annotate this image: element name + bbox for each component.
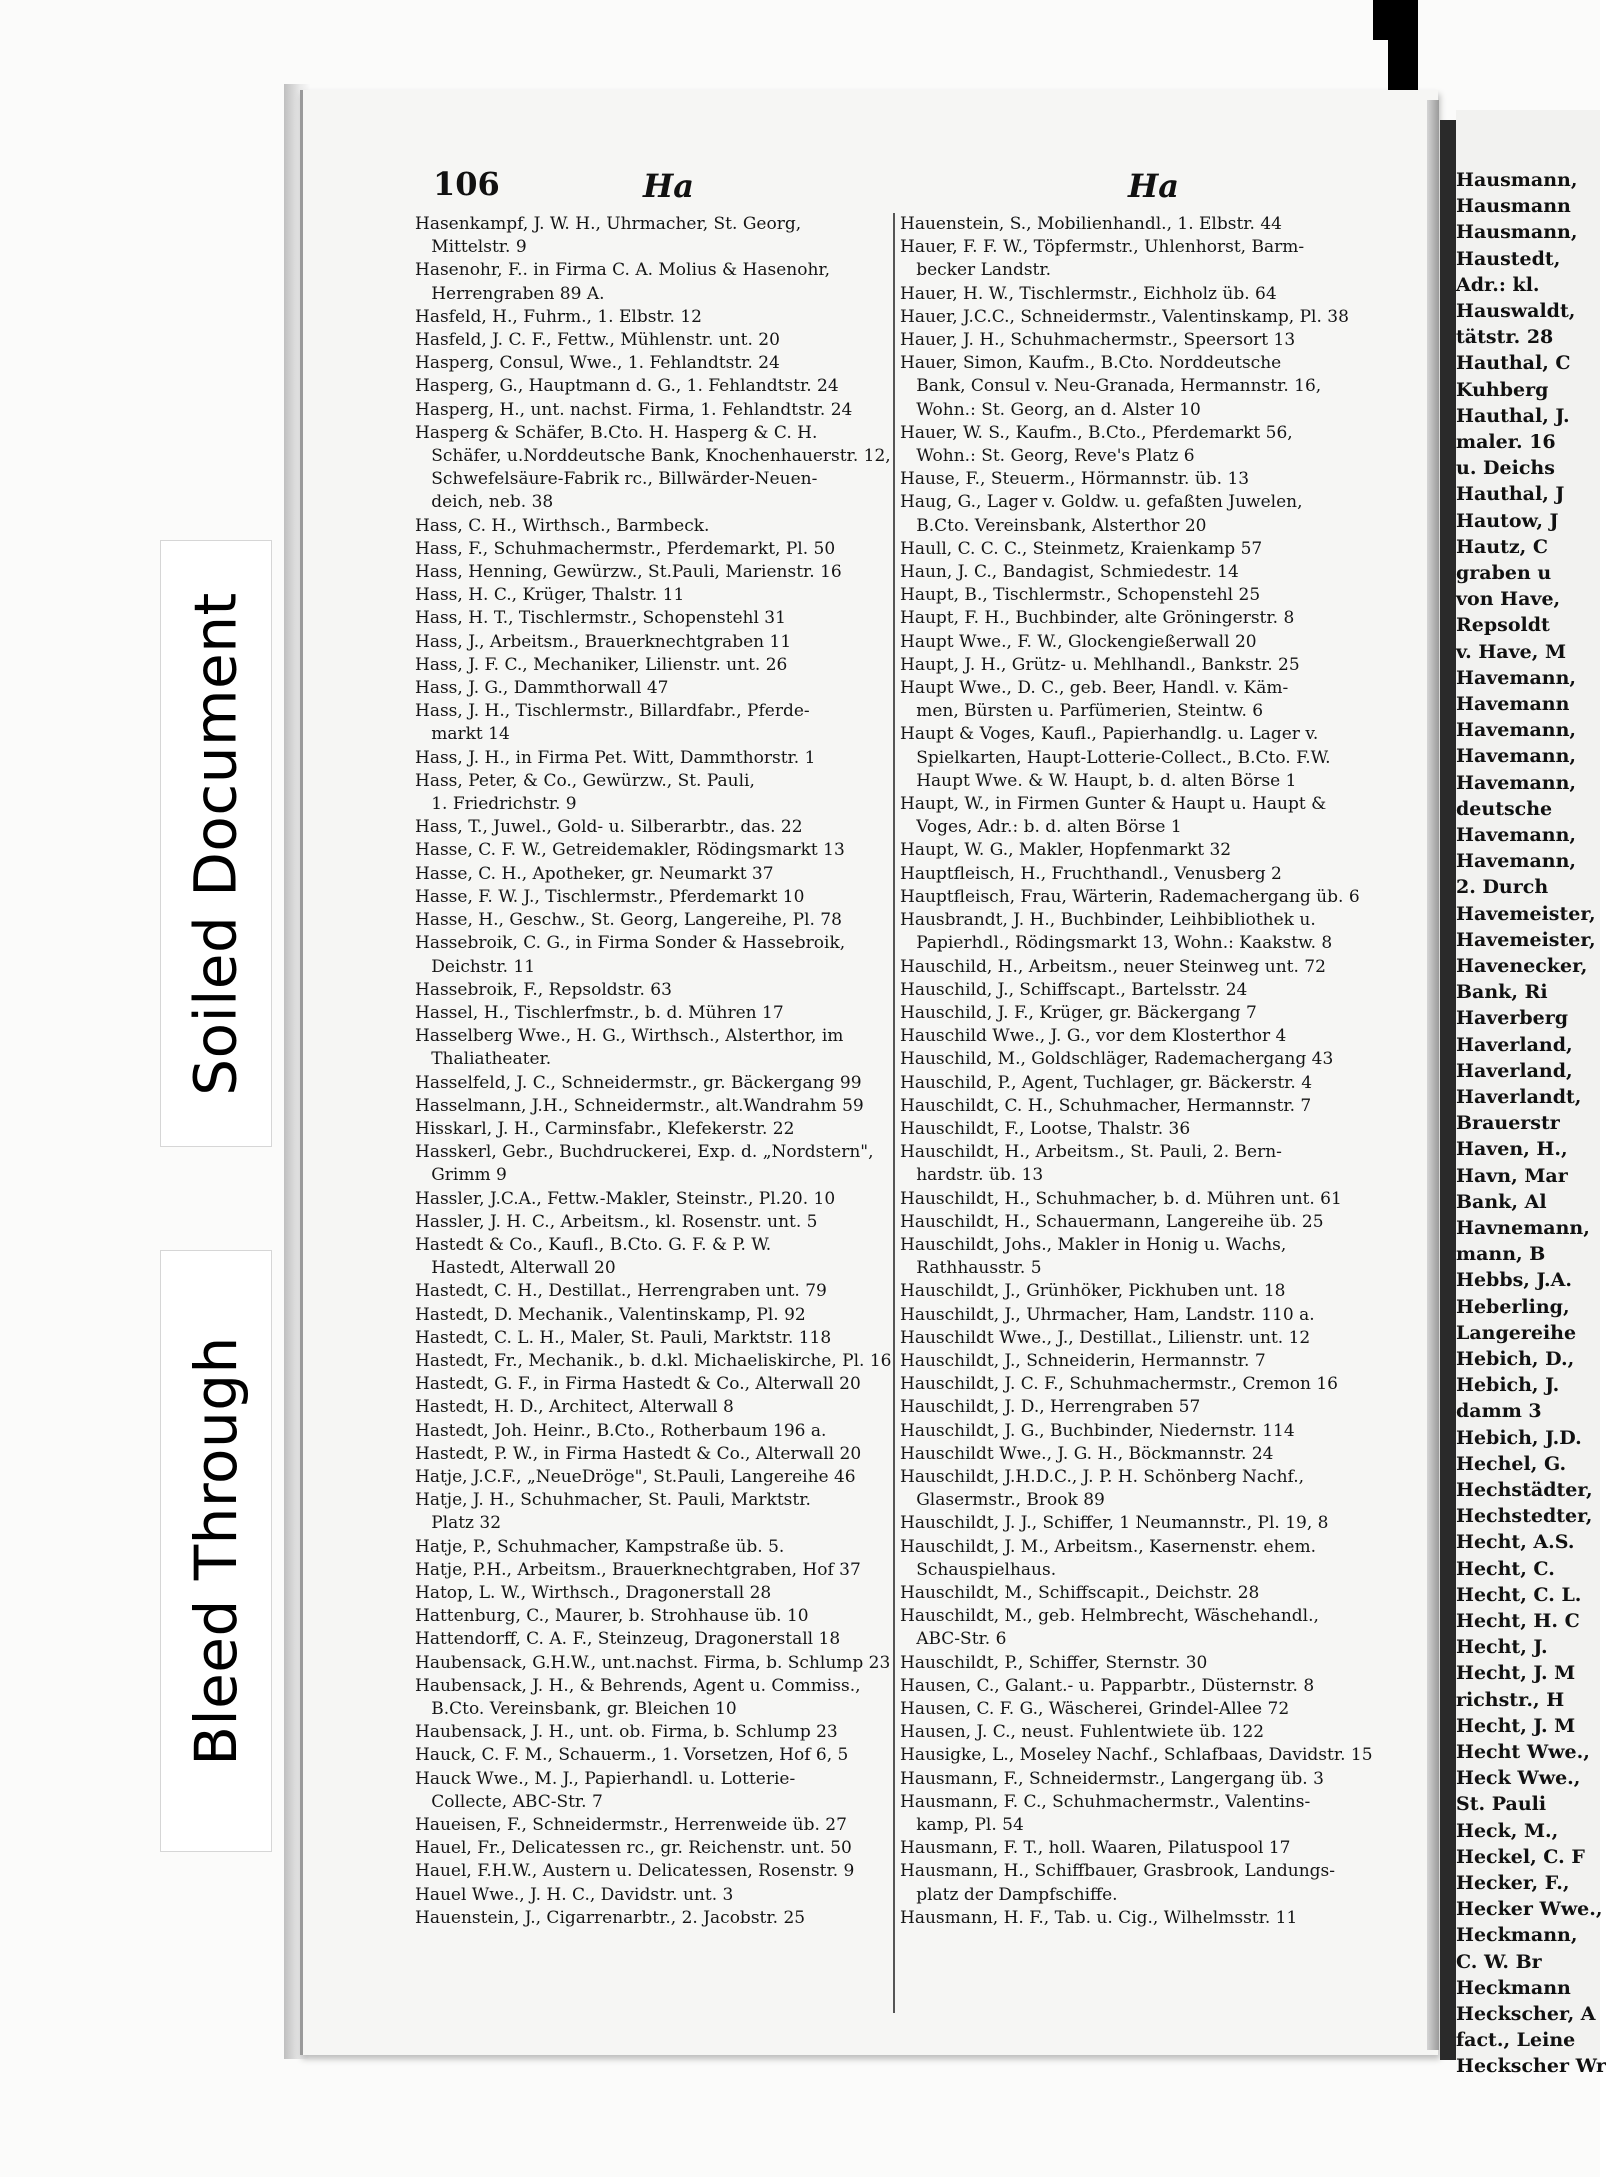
directory-entry-line: Papierhdl., Rödingsmarkt 13, Wohn.: Kaakstw. 8 <box>900 933 1333 954</box>
next-page-entry-line: Hausmann <box>1456 195 1571 218</box>
directory-entry-line: Hasenkampf, J. W. H., Uhrmacher, St. Georg, <box>415 214 802 234</box>
directory-entry-line: Hass, T., Juwel., Gold- u. Silberarbtr., das. 22 <box>415 817 803 838</box>
directory-entry-line: Hauschild, M., Goldschläger, Rademachergang 43 <box>900 1049 1334 1070</box>
directory-entry-line: Hauschildt, H., Arbeitsm., St. Pauli, 2. Bern- <box>900 1142 1282 1163</box>
directory-entry-line: Hausmann, H., Schiffbauer, Grasbrook, Landungs- <box>900 1861 1336 1882</box>
directory-entry-line: Hauschildt, J. G., Buchbinder, Niedernstr. 114 <box>900 1420 1295 1441</box>
next-page-entry-line: Havemann, <box>1456 719 1577 742</box>
directory-entry-line: Hasselfeld, J. C., Schneidermstr., gr. Bäckergang 99 <box>415 1072 862 1093</box>
directory-entry-line: Hisskarl, J. H., Carminsfabr., Klefekerstr. 22 <box>415 1118 795 1139</box>
directory-entry-line: Hauschildt Wwe., J. G. H., Böckmannstr. 24 <box>900 1443 1274 1464</box>
directory-entry-line: Hauel, F.H.W., Austern u. Delicatessen, Rosenstr. 9 <box>415 1861 855 1882</box>
next-page-entry-line: Hecht, J. <box>1456 1636 1548 1659</box>
directory-entry-line: markt 14 <box>415 724 510 745</box>
next-page-entry-line: Haverland, <box>1456 1033 1573 1056</box>
directory-entry-line: Voges, Adr.: b. d. alten Börse 1 <box>900 817 1182 838</box>
directory-entry-line: Schäfer, u.Norddeutsche Bank, Knochenhauerstr. 12, <box>415 446 891 467</box>
directory-entry-line: Haupt, W. G., Makler, Hopfenmarkt 32 <box>900 840 1232 861</box>
directory-entry-line: Hauer, Simon, Kaufm., B.Cto. Norddeutsche <box>900 353 1282 374</box>
directory-entry-line: Hauptfleisch, Frau, Wärterin, Rademachergang üb. 6 <box>900 886 1360 907</box>
next-page-entry-line: v. Have, M <box>1456 640 1567 663</box>
next-page-entry-line: Hausmann, <box>1456 221 1578 244</box>
directory-entry-line: kamp, Pl. 54 <box>900 1815 1024 1836</box>
next-page-entry-line: u. Deichs <box>1456 457 1555 480</box>
directory-entry-line: Hasselmann, J.H., Schneidermstr., alt.Wandrahm 59 <box>415 1095 864 1116</box>
directory-entry-line: Grimm 9 <box>415 1165 507 1186</box>
directory-entry-line: Hass, J. H., in Firma Pet. Witt, Dammthorstr. 1 <box>415 747 816 768</box>
directory-entry-line: Hass, J. F. C., Mechaniker, Lilienstr. unt. 26 <box>415 654 788 675</box>
directory-entry-line: Hauer, J.C.C., Schneidermstr., Valentinskamp, Pl. 38 <box>900 306 1349 327</box>
directory-entry-line: Collecte, ABC-Str. 7 <box>415 1791 603 1812</box>
directory-entry-line: Schauspielhaus. <box>900 1559 1057 1580</box>
directory-entry-line: Hass, Peter, & Co., Gewürzw., St. Pauli, <box>415 770 755 791</box>
directory-entry-line: Hausbrandt, J. H., Buchbinder, Leihbibliothek u. <box>900 910 1316 931</box>
directory-entry-line: Bank, Consul v. Neu-Granada, Hermannstr. 16, <box>900 376 1322 397</box>
directory-entry-line: Wohn.: St. Georg, an d. Alster 10 <box>900 399 1201 420</box>
next-page-entry-line: graben u <box>1456 562 1552 584</box>
directory-entry-line: Hastedt, C. H., Destillat., Herrengraben unt. 79 <box>415 1281 827 1302</box>
next-page-entry-line: Hauthal, J. <box>1456 404 1570 427</box>
directory-entry-line: Hasse, C. F. W., Getreidemakler, Rödingsmarkt 13 <box>415 840 845 861</box>
next-page-entry-line: Hecht, C. L. <box>1456 1583 1582 1606</box>
directory-entry-line: Hasperg & Schäfer, B.Cto. H. Hasperg & C. H. <box>415 422 818 443</box>
next-page-entry-line: Hausmann, <box>1456 169 1578 191</box>
directory-entry-line: Hauschildt, J., Grünhöker, Pickhuben unt. 18 <box>900 1281 1286 1302</box>
directory-entry-line: Hatje, J. H., Schuhmacher, St. Pauli, Marktstr. <box>415 1490 811 1511</box>
directory-entry-line: Hauel Wwe., J. H. C., Davidstr. unt. 3 <box>415 1884 734 1905</box>
directory-entry-line: Herrengraben 89 A. <box>415 283 605 304</box>
next-page-entry-line: von Have, <box>1456 588 1561 611</box>
directory-entry-line: Haubensack, G.H.W., unt.nachst. Firma, b. Schlump 23 <box>415 1652 891 1673</box>
directory-entry-line: Hauptfleisch, H., Fruchthandl., Venusberg 2 <box>900 863 1282 884</box>
next-page-entry-line: Heckscher Wr <box>1456 2055 1606 2078</box>
directory-entry-line: Hauschildt Wwe., J., Destillat., Lilienstr. unt. 12 <box>900 1327 1311 1348</box>
next-page-entry-line: Havn, Mar <box>1456 1164 1568 1187</box>
directory-entry-line: Hauschild Wwe., J. G., vor dem Klosterthor 4 <box>900 1026 1287 1047</box>
next-page-entry-line: Heck Wwe., <box>1456 1767 1581 1790</box>
next-page-entry-line: Hebich, J.D. <box>1456 1426 1582 1449</box>
directory-entry-line: Spielkarten, Haupt-Lotterie-Collect., B.Cto. F.W. <box>900 747 1331 768</box>
directory-entry-line: Hassler, J. H. C., Arbeitsm., kl. Rosenstr. unt. 5 <box>415 1211 818 1232</box>
soiled-document-tab <box>160 540 272 1147</box>
directory-entry-line: Hasperg, Consul, Wwe., 1. Fehlandtstr. 24 <box>415 353 780 374</box>
next-page-entry-line: Haven, H., <box>1456 1138 1568 1161</box>
directory-entry-line: Hauschildt, J., Uhrmacher, Ham, Landstr. 110 a. <box>900 1304 1315 1325</box>
next-page-entry-line: Hautz, C <box>1456 535 1548 558</box>
directory-entry-line: Hauel, Fr., Delicatessen rc., gr. Reichenstr. unt. 50 <box>415 1838 852 1859</box>
directory-entry-line: Hauenstein, S., Mobilienhandl., 1. Elbstr. 44 <box>900 214 1282 234</box>
directory-entry-line: Hausigke, L., Moseley Nachf., Schlafbaas, Davidstr. 15 <box>900 1745 1373 1766</box>
next-page-entry-line: Kuhberg <box>1456 378 1549 401</box>
next-page-entry-line: Langereihe <box>1456 1321 1577 1344</box>
next-page-entry-line: Hauthal, J <box>1456 483 1565 506</box>
directory-entry-line: Hasselberg Wwe., H. G., Wirthsch., Alsterthor, im <box>415 1026 844 1047</box>
directory-entry-line: Hastedt, G. F., in Firma Hastedt & Co., Alterwall 20 <box>415 1374 861 1395</box>
next-page-entry-line: Havenecker, <box>1456 955 1588 977</box>
next-page-entry-line: Hecht, H. C <box>1456 1610 1580 1632</box>
next-page-entry-line: Havemann, <box>1456 824 1577 846</box>
scan-corner-mark <box>1373 0 1389 40</box>
next-page-entry-line: Haverberg <box>1456 1007 1569 1030</box>
directory-entry-line: Hatje, P.H., Arbeitsm., Brauerknechtgraben, Hof 37 <box>415 1559 861 1580</box>
directory-entry-line: Haupt, B., Tischlermstr., Schopenstehl 25 <box>900 585 1261 606</box>
next-page-entry-line: Hecker Wwe., <box>1456 1898 1603 1921</box>
right-column-heading: Ha <box>1128 167 1179 205</box>
directory-entry-line: Hauschild, H., Arbeitsm., neuer Steinweg unt. 72 <box>900 956 1326 977</box>
directory-entry-line: Hauschildt, M., geb. Helmbrecht, Wäschehandl., <box>900 1606 1319 1627</box>
directory-entry-line: deich, neb. 38 <box>415 492 554 513</box>
directory-entry-line: Hasfeld, J. C. F., Fettw., Mühlenstr. unt. 20 <box>415 330 780 351</box>
directory-entry-line: Rathhausstr. 5 <box>900 1258 1042 1279</box>
next-page-entry-line: Hautow, J <box>1456 509 1559 532</box>
directory-entry-line: Hass, H. C., Krüger, Thalstr. 11 <box>415 585 685 606</box>
next-page-entry-line: Heckscher, A <box>1456 2003 1596 2025</box>
directory-entry-line: Hatje, J.C.F., „NeueDröge", St.Pauli, Langereihe 46 <box>415 1466 856 1487</box>
directory-entry-line: Hasperg, G., Hauptmann d. G., 1. Fehlandtstr. 24 <box>415 376 839 397</box>
directory-entry-line: Hattenburg, C., Maurer, b. Strohhause üb. 10 <box>415 1606 809 1627</box>
directory-entry-line: Hasenohr, F.. in Firma C. A. Molius & Hasenohr, <box>415 260 831 281</box>
directory-entry-line: Hass, H. T., Tischlermstr., Schopenstehl 31 <box>415 608 786 629</box>
next-page-entry-line: Havemann, <box>1456 666 1577 689</box>
left-column-heading: Ha <box>643 167 694 205</box>
soiled-document-label: Soiled Document <box>182 591 251 1096</box>
directory-entry-line: Hauschildt, J. D., Herrengraben 57 <box>900 1397 1201 1418</box>
directory-entry-line: Hauer, J. H., Schuhmachermstr., Speersort 13 <box>900 330 1296 351</box>
directory-entry-line: Hauschildt, C. H., Schuhmacher, Hermannstr. 7 <box>900 1095 1312 1116</box>
directory-entry-line: Hauschildt, J. C. F., Schuhmachermstr., Cremon 16 <box>900 1374 1338 1395</box>
directory-entry-line: Haupt Wwe., F. W., Glockengießerwall 20 <box>900 631 1257 652</box>
directory-entry-line: Hausmann, F. T., holl. Waaren, Pilatuspool 17 <box>900 1838 1291 1859</box>
next-page-entry-line: Hecht Wwe., <box>1456 1741 1590 1763</box>
next-page-entry-line: Repsoldt <box>1456 614 1550 637</box>
directory-entry-line: Hass, J. G., Dammthorwall 47 <box>415 678 669 699</box>
directory-entry-line: Hauer, F. F. W., Töpfermstr., Uhlenhorst, Barm- <box>900 237 1305 258</box>
directory-entry-line: Hastedt, Fr., Mechanik., b. d.kl. Michaeliskirche, Pl. 16 <box>415 1350 892 1371</box>
directory-entry-line: Mittelstr. 9 <box>415 237 527 258</box>
column-divider <box>893 213 895 2013</box>
directory-entry-line: becker Landstr. <box>900 260 1052 281</box>
next-page-entry-line: St. Pauli <box>1456 1793 1547 1816</box>
directory-entry-line: Hasperg, H., unt. nachst. Firma, 1. Fehlandtstr. 24 <box>415 399 853 420</box>
next-page-entry-line: richstr., H <box>1456 1688 1565 1711</box>
directory-entry-line: Hausen, C., Galant.- u. Papparbtr., Düsternstr. 8 <box>900 1675 1315 1696</box>
next-page-edge <box>1456 110 1606 2078</box>
directory-entry-line: Haubensack, J. H., unt. ob. Firma, b. Schlump 23 <box>415 1722 838 1743</box>
directory-entry-line: Haupt, J. H., Grütz- u. Mehlhandl., Bankstr. 25 <box>900 654 1300 675</box>
next-page-entry-line: Heck, M., <box>1456 1819 1559 1842</box>
directory-entry-line: Haupt Wwe. & W. Haupt, b. d. alten Börse 1 <box>900 770 1297 791</box>
bleed-through-label: Bleed Through <box>182 1336 251 1766</box>
next-page-entry-line: Hauswaldt, <box>1456 300 1576 322</box>
right-column-entries <box>900 213 1373 1930</box>
directory-entry-line: hardstr. üb. 13 <box>900 1165 1044 1186</box>
next-page-entry-line: Adr.: kl. <box>1456 273 1540 296</box>
directory-entry-line: Hauer, H. W., Tischlermstr., Eichholz üb. 64 <box>900 283 1277 304</box>
directory-entry-line: Haug, G., Lager v. Goldw. u. gefaßten Juwelen, <box>900 492 1303 513</box>
next-page-entry-line: Hechstädter, <box>1456 1479 1593 1501</box>
next-page-entry-line: Havemann, <box>1456 745 1577 768</box>
directory-entry-line: Hassebroik, C. G., in Firma Sonder & Hassebroik, <box>415 933 846 954</box>
directory-entry-line: Hauck Wwe., M. J., Papierhandl. u. Lotterie- <box>415 1768 796 1789</box>
directory-entry-line: Hauschildt, J. M., Arbeitsm., Kasernenstr. ehem. <box>900 1536 1317 1557</box>
next-page-entry-line: Havemann, <box>1456 771 1577 794</box>
next-page-entry-line: Hecht, A.S. <box>1456 1531 1575 1554</box>
next-page-entry-line: Haverlandt, <box>1456 1086 1582 1108</box>
directory-entry-line: Platz 32 <box>415 1513 502 1534</box>
directory-entry-line: Hass, J., Arbeitsm., Brauerknechtgraben 11 <box>415 631 792 652</box>
next-page-entry-line: maler. 16 <box>1456 431 1556 453</box>
directory-entry-line: platz der Dampfschiffe. <box>900 1884 1118 1905</box>
directory-entry-line: Hass, F., Schuhmachermstr., Pferdemarkt, Pl. 50 <box>415 538 836 559</box>
directory-entry-line: Haueisen, F., Schneidermstr., Herrenweide üb. 27 <box>415 1815 847 1836</box>
next-page-entry-line: damm 3 <box>1456 1400 1542 1423</box>
directory-entry-line: Hausmann, F. C., Schuhmachermstr., Valentins- <box>900 1791 1311 1812</box>
directory-entry-line: Hastedt, D. Mechanik., Valentinskamp, Pl. 92 <box>415 1304 806 1325</box>
next-page-entry-line: Heckmann <box>1456 1976 1571 1999</box>
directory-entry-line: Hasse, C. H., Apotheker, gr. Neumarkt 37 <box>415 863 774 884</box>
next-page-entry-line: Hecht, C. <box>1456 1557 1555 1580</box>
directory-entry-line: Schwefelsäure-Fabrik rc., Billwärder-Neuen- <box>415 469 818 490</box>
directory-entry-line: Hastedt, H. D., Architect, Alterwall 8 <box>415 1397 734 1418</box>
next-page-entry-line: Hecker, F., <box>1456 1872 1570 1894</box>
next-page-entry-line: Hechel, G. <box>1456 1452 1567 1475</box>
next-page-entry-line: C. W. Br <box>1456 1950 1542 1973</box>
directory-entry-line: Hasskerl, Gebr., Buchdruckerei, Exp. d. „Nordstern", <box>415 1142 874 1163</box>
directory-entry-line: Hastedt, C. L. H., Maler, St. Pauli, Marktstr. 118 <box>415 1327 832 1348</box>
directory-entry-line: Hauschildt, F., Lootse, Thalstr. 36 <box>900 1118 1191 1139</box>
directory-entry-line: Haupt & Voges, Kaufl., Papierhandlg. u. Lager v. <box>900 724 1319 745</box>
directory-entry-line: Hastedt & Co., Kaufl., B.Cto. G. F. & P. W. <box>415 1234 772 1255</box>
directory-entry-line: Hass, J. H., Tischlermstr., Billardfabr., Pferde- <box>415 701 810 722</box>
next-page-entry-line: Hechstedter, <box>1456 1505 1593 1528</box>
directory-entry-line: Haun, J. C., Bandagist, Schmiedestr. 14 <box>900 562 1239 583</box>
directory-entry-line: B.Cto. Vereinsbank, gr. Bleichen 10 <box>415 1699 737 1719</box>
directory-entry-line: Haupt, F. H., Buchbinder, alte Gröningerstr. 8 <box>900 608 1295 629</box>
directory-entry-line: Haubensack, J. H., & Behrends, Agent u. Commiss., <box>415 1675 861 1696</box>
directory-entry-line: Hasse, F. W. J., Tischlermstr., Pferdemarkt 10 <box>415 886 805 907</box>
next-page-entry-line: Haverland, <box>1456 1059 1573 1082</box>
directory-entry-line: B.Cto. Vereinsbank, Alsterthor 20 <box>900 515 1207 536</box>
next-page-entry-line: Bank, Ri <box>1456 981 1548 1004</box>
directory-entry-line: Hauschildt, P., Schiffer, Sternstr. 30 <box>900 1652 1208 1673</box>
next-page-entry-line: Hecht, J. M <box>1456 1662 1576 1685</box>
directory-entry-line: Hause, F., Steuerm., Hörmannstr. üb. 13 <box>900 469 1250 490</box>
directory-entry-line: Hauschildt, Johs., Makler in Honig u. Wachs, <box>900 1234 1287 1255</box>
directory-entry-line: Thaliatheater. <box>415 1049 552 1070</box>
next-page-entry-line: Havnemann, <box>1456 1217 1590 1239</box>
directory-entry-line: Hauschildt, H., Schauermann, Langereihe üb. 25 <box>900 1211 1324 1232</box>
directory-entry-line: Hatop, L. W., Wirthsch., Dragonerstall 28 <box>415 1582 772 1603</box>
directory-entry-line: Hattendorff, C. A. F., Steinzeug, Dragonerstall 18 <box>415 1629 841 1650</box>
next-page-entry-line: Heckmann, <box>1456 1924 1578 1947</box>
directory-entry-line: Hauschildt, M., Schiffscapit., Deichstr. 28 <box>900 1582 1260 1603</box>
directory-entry-line: Hausmann, H. F., Tab. u. Cig., Wilhelmsstr. 11 <box>900 1907 1298 1928</box>
next-page-entry-line: Hebich, J. <box>1456 1374 1560 1397</box>
directory-entry-line: Hauschildt, J. J., Schiffer, 1 Neumannstr., Pl. 19, 8 <box>900 1513 1329 1534</box>
directory-entry-line: Deichstr. 11 <box>415 956 536 977</box>
next-page-entry-line: Hebich, D., <box>1456 1348 1575 1370</box>
directory-entry-line: Hasfeld, H., Fuhrm., 1. Elbstr. 12 <box>415 306 702 327</box>
directory-entry-line: Hastedt, Alterwall 20 <box>415 1258 616 1279</box>
directory-entry-line: Hastedt, P. W., in Firma Hastedt & Co., Alterwall 20 <box>415 1443 862 1464</box>
next-page-entry-line: Havemeister, <box>1456 902 1596 925</box>
next-page-entry-line: Havemann <box>1456 693 1570 715</box>
next-page-entry-line: 2. Durch <box>1456 876 1549 899</box>
directory-entry-line: Hass, Henning, Gewürzw., St.Pauli, Marienstr. 16 <box>415 562 842 583</box>
next-page-entry-line: Havemeister, <box>1456 928 1596 951</box>
bleed-through-tab <box>160 1250 272 1852</box>
directory-entry-line: Hausen, C. F. G., Wäscherei, Grindel-Allee 72 <box>900 1699 1290 1719</box>
directory-entry-line: Hatje, P., Schuhmacher, Kampstraße üb. 5. <box>415 1536 785 1557</box>
directory-entry-line: Haupt, W., in Firmen Gunter & Haupt u. Haupt & <box>900 794 1327 815</box>
directory-entry-line: Hassebroik, F., Repsoldstr. 63 <box>415 979 672 1000</box>
directory-entry-line: Hauschild, P., Agent, Tuchlager, gr. Bäckerstr. 4 <box>900 1072 1313 1093</box>
next-page-entry-line: tätstr. 28 <box>1456 326 1554 349</box>
directory-entry-line: Hauschildt, J., Schneiderin, Hermannstr. 7 <box>900 1350 1266 1371</box>
next-page-entry-line: mann, B <box>1456 1243 1546 1266</box>
directory-entry-line: ABC-Str. 6 <box>900 1629 1007 1650</box>
book-gutter <box>1440 120 1456 2060</box>
directory-entry-line: Hass, C. H., Wirthsch., Barmbeck. <box>415 515 710 536</box>
directory-entry-line: Hastedt, Joh. Heinr., B.Cto., Rotherbaum 196 a. <box>415 1420 827 1441</box>
directory-entry-line: Hausen, J. C., neust. Fuhlentwiete üb. 122 <box>900 1722 1265 1743</box>
directory-entry-line: Haull, C. C. C., Steinmetz, Kraienkamp 57 <box>900 538 1263 559</box>
directory-entry-line: Wohn.: St. Georg, Reve's Platz 6 <box>900 446 1195 467</box>
directory-entry-line: Hauck, C. F. M., Schauerm., 1. Vorsetzen, Hof 6, 5 <box>415 1745 849 1766</box>
next-page-entry-line: Hauthal, C <box>1456 352 1571 375</box>
directory-entry-line: Hauer, W. S., Kaufm., B.Cto., Pferdemarkt 56, <box>900 422 1293 443</box>
next-page-entry-line: Hebbs, J.A. <box>1456 1269 1573 1292</box>
directory-entry-line: Hauenstein, J., Cigarrenarbtr., 2. Jacobstr. 25 <box>415 1907 806 1928</box>
next-page-entry-line: Hecht, J. M <box>1456 1714 1576 1737</box>
directory-entry-line: Haupt Wwe., D. C., geb. Beer, Handl. v. Käm- <box>900 678 1289 699</box>
directory-entry-line: Hassel, H., Tischlerfmstr., b. d. Mühren 17 <box>415 1002 784 1023</box>
next-page-entry-line: Bank, Al <box>1456 1190 1547 1213</box>
page-header <box>433 165 1433 205</box>
next-page-entry-line: Haustedt, <box>1456 247 1561 270</box>
page-number: 106 <box>433 165 500 203</box>
page-right-edge <box>1427 100 1439 2050</box>
scan-corner-mark <box>1388 0 1418 104</box>
next-page-entry-line: Heckel, C. F <box>1456 1845 1585 1868</box>
directory-entry-line: Hauschildt, J.H.D.C., J. P. H. Schönberg Nachf., <box>900 1466 1305 1487</box>
directory-entry-line: 1. Friedrichstr. 9 <box>415 794 577 815</box>
next-page-entry-line: fact., Leine <box>1456 2029 1576 2052</box>
directory-entry-line: Hassler, J.C.A., Fettw.-Makler, Steinstr., Pl.20. 10 <box>415 1188 836 1209</box>
directory-entry-line: men, Bürsten u. Parfümerien, Steintw. 6 <box>900 701 1264 722</box>
next-page-entry-line: Heberling, <box>1456 1295 1570 1318</box>
directory-entry-line: Hausmann, F., Schneidermstr., Langergang üb. 3 <box>900 1768 1324 1789</box>
directory-entry-line: Hauschild, J. F., Krüger, gr. Bäckergang 7 <box>900 1002 1257 1023</box>
directory-entry-line: Hauschildt, H., Schuhmacher, b. d. Mühren unt. 61 <box>900 1188 1342 1209</box>
next-page-entry-line: Brauerstr <box>1456 1112 1560 1135</box>
directory-entry-line: Hasse, H., Geschw., St. Georg, Langereihe, Pl. 78 <box>415 910 842 931</box>
next-page-entry-line: deutsche <box>1456 797 1553 820</box>
directory-entry-line: Hauschild, J., Schiffscapt., Bartelsstr. 24 <box>900 979 1248 1000</box>
directory-entry-line: Glasermstr., Brook 89 <box>900 1490 1105 1511</box>
next-page-entry-line: Havemann, <box>1456 850 1577 873</box>
left-column-entries <box>415 213 892 1930</box>
